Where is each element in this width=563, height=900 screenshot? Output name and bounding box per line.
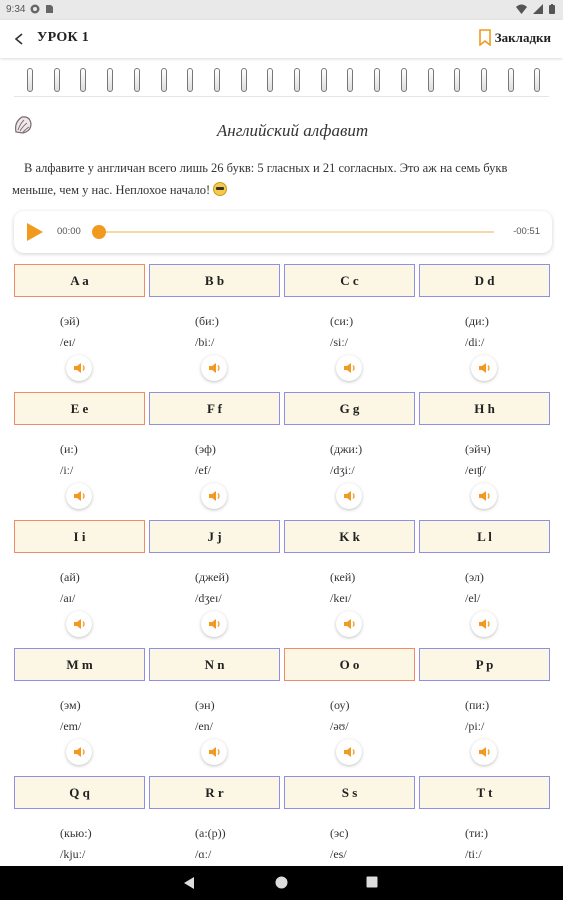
spiral-ring <box>107 68 113 92</box>
speaker-icon <box>478 490 491 502</box>
wifi-icon <box>516 4 527 14</box>
letter-box[interactable]: Q q <box>14 776 145 809</box>
letter-box[interactable]: J j <box>149 520 280 553</box>
player-progress-knob[interactable] <box>92 225 106 239</box>
spiral-ring <box>241 68 247 92</box>
letter-card <box>14 392 145 506</box>
russian-transcription: (пи:) <box>465 698 490 712</box>
play-sound-button[interactable] <box>66 739 92 765</box>
spiral-ring <box>401 68 407 92</box>
speaker-icon <box>208 490 221 502</box>
bookmark-icon <box>479 29 491 46</box>
letter-box[interactable]: D d <box>419 264 550 297</box>
russian-transcription: (си:) <box>330 314 354 328</box>
russian-transcription: (эс) <box>330 826 349 840</box>
letter-box[interactable]: G g <box>284 392 415 425</box>
spiral-ring <box>187 68 193 92</box>
letter-card <box>284 520 415 634</box>
russian-transcription: (а:(р)) <box>195 826 226 840</box>
bookmarks-button[interactable] <box>479 29 551 46</box>
speaker-icon <box>343 746 356 758</box>
letter-box[interactable]: P p <box>419 648 550 681</box>
nav-recents-icon[interactable] <box>366 876 378 888</box>
russian-transcription: (эф) <box>195 442 216 456</box>
letter-box[interactable]: F f <box>149 392 280 425</box>
play-sound-button[interactable] <box>471 355 497 381</box>
nav-home-icon[interactable] <box>275 876 288 889</box>
spiral-ring <box>321 68 327 92</box>
speaker-icon <box>343 490 356 502</box>
system-nav-bar <box>0 866 563 900</box>
letter-card <box>284 264 415 378</box>
ipa-transcription: /siː/ <box>330 335 349 349</box>
sunglasses-emoji-icon <box>213 182 227 196</box>
speaker-icon <box>73 490 86 502</box>
letter-box[interactable]: L l <box>419 520 550 553</box>
intro-text-body: В алфавите у англичан всего лишь 26 букв: 5 гласных и 21 согласных. Это аж на семь букв меньше, чем у нас. Неплохое начало! <box>12 161 508 197</box>
play-sound-button[interactable] <box>66 483 92 509</box>
ipa-transcription: /eɪ/ <box>60 335 76 349</box>
ipa-transcription: /ɑː/ <box>195 847 212 861</box>
sd-card-icon <box>44 4 54 14</box>
spiral-ring <box>27 68 33 92</box>
spiral-ring <box>80 68 86 92</box>
russian-transcription: (эл) <box>465 570 484 584</box>
status-time: 9:34 <box>6 4 26 15</box>
letter-box[interactable]: C c <box>284 264 415 297</box>
spiral-ring <box>508 68 514 92</box>
speaker-icon <box>208 362 221 374</box>
letter-box[interactable]: B b <box>149 264 280 297</box>
play-sound-button[interactable] <box>66 355 92 381</box>
play-icon[interactable] <box>26 222 44 242</box>
letter-box[interactable]: S s <box>284 776 415 809</box>
intro-text <box>12 157 552 201</box>
letter-box[interactable]: I i <box>14 520 145 553</box>
letter-box[interactable]: R r <box>149 776 280 809</box>
letter-card <box>419 264 550 378</box>
letter-box[interactable]: E e <box>14 392 145 425</box>
speaker-icon <box>478 618 491 630</box>
spiral-ring <box>534 68 540 92</box>
ipa-transcription: /eɪʧ/ <box>465 463 486 477</box>
speaker-icon <box>208 746 221 758</box>
speaker-icon <box>478 362 491 374</box>
section-heading: Английский алфавит <box>216 121 369 140</box>
player-time-start: 00:00 <box>57 226 81 237</box>
spiral-ring <box>347 68 353 92</box>
play-sound-button[interactable] <box>471 483 497 509</box>
letter-card <box>284 392 415 506</box>
speaker-icon <box>478 746 491 758</box>
russian-transcription: (би:) <box>195 314 219 328</box>
ipa-transcription: /əʊ/ <box>330 719 349 733</box>
divider <box>14 96 549 97</box>
play-sound-button[interactable] <box>336 739 362 765</box>
spiral-ring <box>481 68 487 92</box>
russian-transcription: (ди:) <box>465 314 489 328</box>
russian-transcription: (ти:) <box>465 826 488 840</box>
page-title: УРОК 1 <box>37 30 90 45</box>
play-sound-button[interactable] <box>336 355 362 381</box>
letter-box[interactable]: M m <box>14 648 145 681</box>
letter-box[interactable]: A a <box>14 264 145 297</box>
play-sound-button[interactable] <box>201 739 227 765</box>
russian-transcription: (ай) <box>60 570 80 584</box>
speaker-icon <box>73 362 86 374</box>
play-sound-button[interactable] <box>336 611 362 637</box>
letter-box[interactable]: H h <box>419 392 550 425</box>
russian-transcription: (кей) <box>330 570 356 584</box>
russian-transcription: (эм) <box>60 698 81 712</box>
ipa-transcription: /iː/ <box>60 463 74 477</box>
battery-icon <box>549 4 555 14</box>
ipa-transcription: /biː/ <box>195 335 215 349</box>
spiral-ring <box>428 68 434 92</box>
play-sound-button[interactable] <box>471 611 497 637</box>
spiral-ring <box>161 68 167 92</box>
player-time-end: -00:51 <box>513 226 540 237</box>
chevron-left-icon <box>14 33 24 45</box>
letter-card <box>419 520 550 634</box>
ipa-transcription: /diː/ <box>465 335 485 349</box>
letter-card <box>149 648 280 762</box>
russian-transcription: (эн) <box>195 698 215 712</box>
play-sound-button[interactable] <box>471 739 497 765</box>
letter-card <box>149 392 280 506</box>
ipa-transcription: /el/ <box>465 591 481 605</box>
russian-transcription: (джи:) <box>330 442 363 456</box>
sync-icon <box>30 4 40 14</box>
ipa-transcription: /aɪ/ <box>60 591 76 605</box>
status-bar <box>0 0 563 20</box>
speaker-icon <box>208 618 221 630</box>
back-button[interactable] <box>8 28 30 50</box>
spiral-ring <box>134 68 140 92</box>
notebook-spiral <box>20 68 543 94</box>
ipa-transcription: /en/ <box>195 719 213 733</box>
ipa-transcription: /ef/ <box>195 463 211 477</box>
play-sound-button[interactable] <box>66 611 92 637</box>
speaker-icon <box>343 618 356 630</box>
spiral-ring <box>294 68 300 92</box>
play-sound-button[interactable] <box>201 611 227 637</box>
letter-box[interactable]: N n <box>149 648 280 681</box>
audio-player <box>14 211 552 253</box>
ipa-transcription: /dʒeɪ/ <box>195 591 222 605</box>
speaker-icon <box>343 362 356 374</box>
play-sound-button[interactable] <box>201 483 227 509</box>
nav-back-icon[interactable] <box>183 876 195 890</box>
spiral-ring <box>54 68 60 92</box>
ipa-transcription: /dʒiː/ <box>330 463 355 477</box>
letter-card <box>14 520 145 634</box>
signal-icon <box>533 4 543 14</box>
letter-card <box>149 264 280 378</box>
letter-box[interactable]: O o <box>284 648 415 681</box>
ipa-transcription: /em/ <box>60 719 82 733</box>
ipa-transcription: /tiː/ <box>465 847 482 861</box>
russian-transcription: (и:) <box>60 442 78 456</box>
spiral-ring <box>454 68 460 92</box>
letter-card <box>419 648 550 762</box>
ipa-transcription: /keɪ/ <box>330 591 352 605</box>
ipa-transcription: /piː/ <box>465 719 485 733</box>
letter-box[interactable]: T t <box>419 776 550 809</box>
russian-transcription: (джей) <box>195 570 229 584</box>
letter-card <box>284 648 415 762</box>
ipa-transcription: /es/ <box>330 847 347 861</box>
letter-box[interactable]: K k <box>284 520 415 553</box>
play-sound-button[interactable] <box>336 483 362 509</box>
russian-transcription: (эй) <box>60 314 80 328</box>
letter-card <box>14 648 145 762</box>
app-bar <box>0 20 563 58</box>
play-sound-button[interactable] <box>201 355 227 381</box>
speaker-icon <box>73 618 86 630</box>
russian-transcription: (эйч) <box>465 442 491 456</box>
letter-card <box>419 392 550 506</box>
player-progress-track[interactable] <box>99 231 494 233</box>
speaker-icon <box>73 746 86 758</box>
spiral-ring <box>214 68 220 92</box>
spiral-ring <box>374 68 380 92</box>
bookmarks-label: Закладки <box>494 29 551 45</box>
ipa-transcription: /kjuː/ <box>60 847 86 861</box>
letter-card <box>14 264 145 378</box>
russian-transcription: (оу) <box>330 698 350 712</box>
letter-card <box>149 520 280 634</box>
russian-transcription: (кью:) <box>60 826 92 840</box>
spiral-ring <box>267 68 273 92</box>
